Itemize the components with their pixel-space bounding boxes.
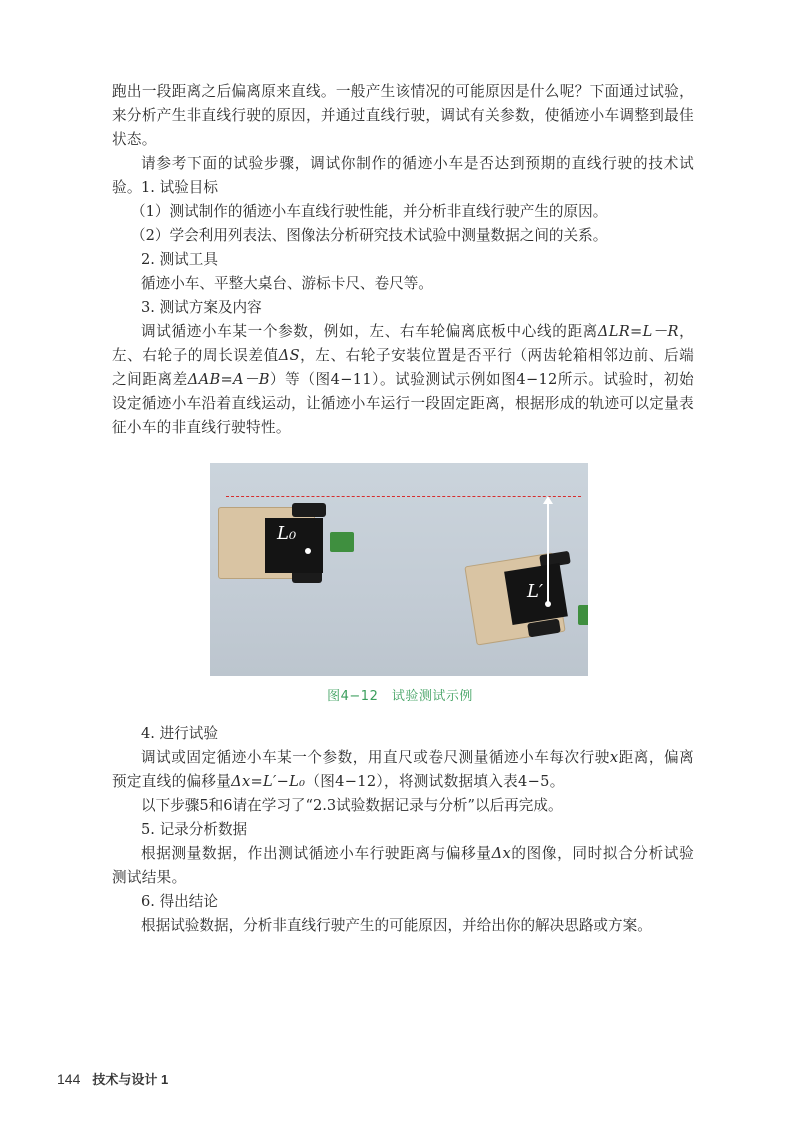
motor [330, 532, 354, 552]
section-5-heading: 5. 记录分析数据 [141, 821, 248, 838]
goal-item-1: （1）测试制作的循迹小车直线行驶性能，并分析非直线行驶产生的原因。 [131, 203, 608, 220]
section-1-heading: 1. 试验目标 [141, 179, 218, 196]
book-title: 技术与设计 1 [92, 1072, 169, 1087]
goal-item-2: （2）学会利用列表法、图像法分析研究技术试验中测量数据之间的关系。 [131, 227, 608, 244]
formula-delta-lr: ΔLR=L－R [597, 323, 679, 340]
intro-paragraph-1: 跑出一段距离之后偏离原来直线。一般产生该情况的可能原因是什么呢？下面通过试验，来分析产生非直线行驶的原因，并通过直线行驶，调试有关参数，使循迹小车调整到最佳状态。 [112, 83, 694, 148]
s4-text-1: 调试或固定循迹小车某一个参数，用直尺或卷尺测量循迹小车每次行驶 [141, 749, 610, 766]
s4-text-2: 距离，偏离预定直线的偏移量 [112, 749, 694, 790]
marker-dot [305, 548, 311, 554]
wheel [292, 503, 326, 517]
s3-text-3: ，左、右轮子安装位置是否平行（两齿轮箱相邻边前、后端之间距离差 [112, 347, 694, 388]
section-4-heading: 4. 进行试验 [141, 725, 218, 742]
offset-arrow [547, 501, 549, 603]
formula-delta-x-2: Δx [491, 845, 512, 862]
s3-text-4: ）等（图4−11）。试验测试示例如图4−12所示。试验时，初始设定循迹小车沿着直线运动，让循迹小车运行一段固定距离，根据形成的轨迹可以定量表征小车的非直线行驶特性。 [112, 371, 694, 436]
conclusion-text: 根据试验数据，分析非直线行驶产生的可能原因，并给出你的解决思路或方案。 [141, 917, 652, 934]
test-photo [210, 463, 588, 676]
section-5-body [112, 842, 694, 890]
section-4-note: 以下步骤5和6请在学习了“2.3试验数据记录与分析”以后再完成。 [141, 797, 563, 814]
s5-text-1: 根据测量数据，作出测试循迹小车行驶距离与偏移量 [141, 845, 492, 862]
motor [578, 605, 588, 625]
tools-text: 循迹小车、平整大桌台、游标卡尺、卷尺等。 [141, 275, 433, 292]
formula-delta-ab: ΔAB=A－B [187, 371, 270, 388]
s5-text-2: 的图像，同时拟合分析试验测试结果。 [112, 845, 694, 886]
reference-line [226, 496, 581, 497]
figure-caption: 图4−12 试验测试示例 [327, 689, 473, 704]
section-4-body [112, 746, 694, 794]
s3-text-1: 调试循迹小车某一个参数，例如，左、右车轮偏离底板中心线的距离 [141, 323, 598, 340]
section-3-heading: 3. 测试方案及内容 [141, 299, 262, 316]
s4-text-3: （图4−12），将测试数据填入表4−5。 [305, 773, 565, 790]
page-footer [57, 1069, 168, 1088]
formula-x: x [609, 749, 619, 766]
arrow-head-icon [543, 496, 553, 504]
formula-delta-s: ΔS [278, 347, 300, 364]
intro-paragraph-2: 请参考下面的试验步骤，调试你制作的循迹小车是否达到预期的直线行驶的技术试验。 [112, 155, 694, 196]
section-3-body [112, 320, 694, 440]
label-l0: L₀ [277, 523, 297, 544]
page-number: 144 [57, 1071, 81, 1087]
formula-delta-x: Δx=L′−L₀ [231, 773, 306, 790]
s3-text-2: ，左、右轮子的周长误差值 [112, 323, 694, 364]
section-6-heading: 6. 得出结论 [141, 893, 218, 910]
section-2-heading: 2. 测试工具 [141, 251, 218, 268]
label-l-prime: L′ [527, 581, 544, 602]
